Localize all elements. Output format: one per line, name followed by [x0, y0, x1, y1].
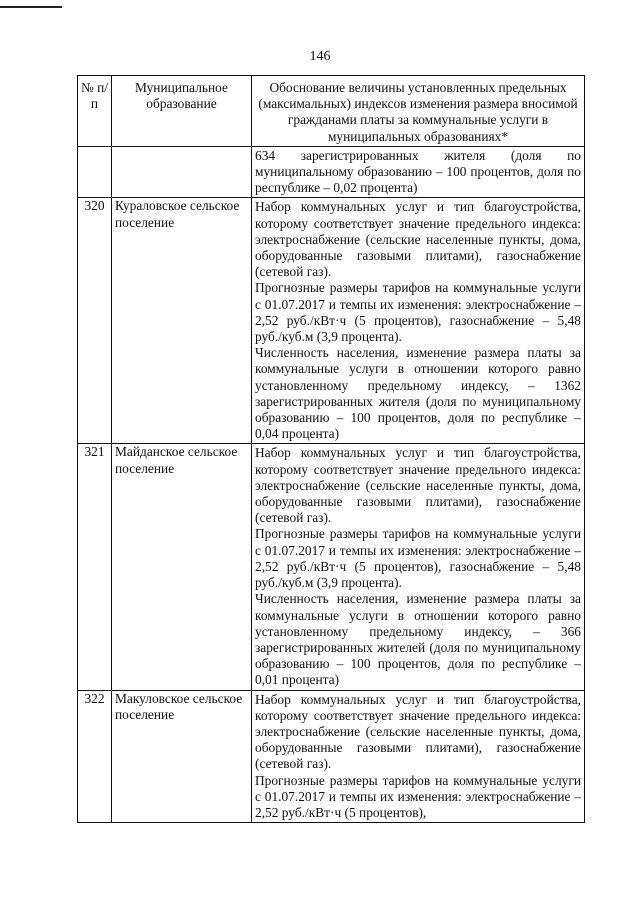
continuation-row — [78, 146, 585, 198]
tariffs-paragraph: Прогнозные размеры тарифов на коммунальные услуги с 01.07.2017 и темпы их изменения: электроснабжение – 2,52 руб./кВт·ч (5 процентов), газоснабжение – 5,48 руб./куб.м (3,9 процента). — [255, 526, 581, 591]
table-row — [78, 690, 585, 823]
rationale-cell — [252, 198, 585, 444]
rationale-cell — [252, 690, 585, 823]
tariffs-paragraph: Прогнозные размеры тарифов на коммунальные услуги с 01.07.2017 и темпы их изменения: электроснабжение – 2,52 руб./кВт·ч (5 процентов), газоснабжение – 5,48 руб./куб.м (3,9 процента). — [255, 280, 581, 345]
services-paragraph: Набор коммунальных услуг и тип благоустройства, которому соответствует значение предельного индекса: электроснабжение (сельские населенные пункты, дома, оборудованные газовыми плитами), газоснабжение (сетевой газ). — [255, 445, 581, 526]
municipality-name: Кураловское сельское поселение — [112, 198, 252, 444]
services-paragraph: Набор коммунальных услуг и тип благоустройства, которому соответствует значение предельного индекса: электроснабжение (сельские населенные пункты, дома, оборудованные газовыми плитами), газоснабжение (сетевой газ). — [255, 691, 581, 772]
tariffs-paragraph: Прогнозные размеры тарифов на коммунальные услуги с 01.07.2017 и темпы их изменения: электроснабжение – 2,52 руб./кВт·ч (5 процентов), — [255, 772, 581, 820]
continuation-num-cell — [78, 146, 112, 198]
top-rule — [0, 6, 62, 8]
population-paragraph: Численность населения, изменение размера платы за коммунальные услуги в отношении которого равно установленному предельному индексу, – 366 зарегистрированных жителей (доля по муниципальному образованию – 100 процентов, доля по республике – 0,01 процента) — [255, 591, 581, 688]
header-rationale: Обоснование величины установленных предельных (максимальных) индексов изменения размера вносимой гражданами платы за коммунальные услуги в муниципальных образованиях* — [252, 76, 585, 147]
table-row — [78, 198, 585, 444]
services-paragraph: Набор коммунальных услуг и тип благоустройства, которому соответствует значение предельного индекса: электроснабжение (сельские населенные пункты, дома, оборудованные газовыми плитами), газоснабжение (сетевой газ). — [255, 199, 581, 280]
rationale-cell — [252, 444, 585, 690]
continuation-text: 634 зарегистрированных жителя (доля по муниципальному образованию – 100 процентов, доля по республике – 0,02 процента) — [255, 147, 581, 196]
table-row — [78, 444, 585, 690]
row-number: 322 — [78, 690, 112, 823]
header-municipality: Муниципальное образование — [112, 76, 252, 147]
continuation-text-cell — [252, 146, 585, 198]
population-paragraph: Численность населения, изменение размера платы за коммунальные услуги в отношении которого равно установленному предельному индексу, – 1362 зарегистрированных жителя (доля по муниципальному образованию – 100 процентов, доля по республике – 0,04 процента) — [255, 345, 581, 442]
header-num: № п/п — [78, 76, 112, 147]
continuation-name-cell — [112, 146, 252, 198]
row-number: 321 — [78, 444, 112, 690]
rationale-table — [77, 75, 585, 823]
page-number: 146 — [309, 49, 331, 64]
municipality-name: Макуловское сельское поселение — [112, 690, 252, 823]
table-header-row — [78, 76, 585, 147]
row-number: 320 — [78, 198, 112, 444]
municipality-name: Майданское сельское поселение — [112, 444, 252, 690]
